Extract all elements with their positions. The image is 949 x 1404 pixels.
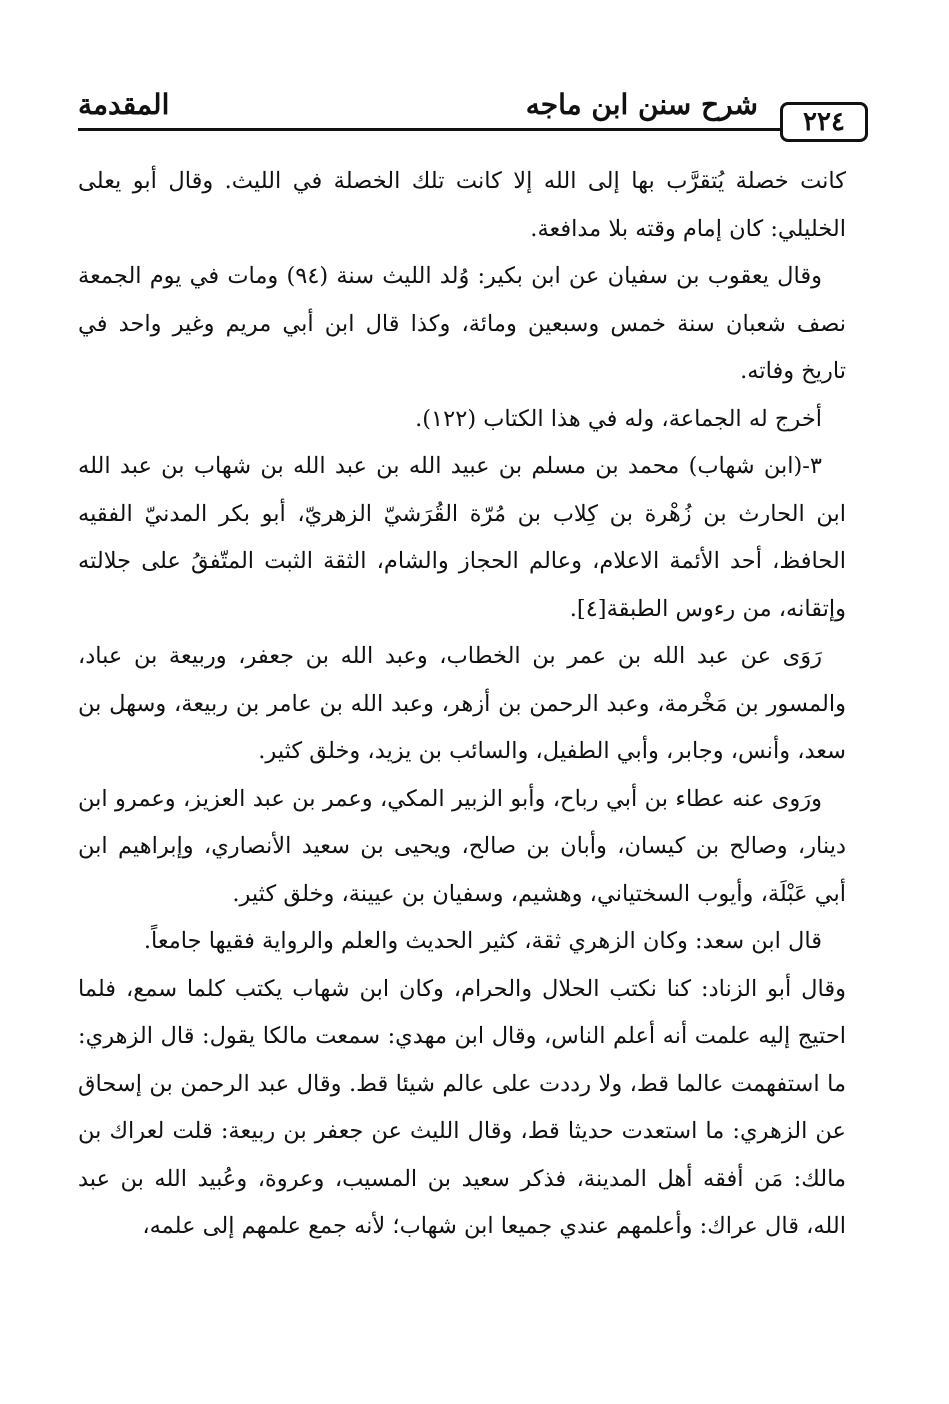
paragraph: قال ابن سعد: وكان الزهري ثقة، كثير الحديث والعلم والرواية فقيها جامعاً.: [143, 928, 822, 954]
paragraph: كانت خصلة يُتقرَّب بها إلى الله إلا كانت تلك الخصلة في الليث. وقال أبو يعلى الخليلي: كان إمام وقته بلا مدافعة.: [78, 168, 846, 242]
page-number: ٢٢٤: [780, 102, 868, 142]
page-header: [78, 88, 868, 148]
book-title: شرح سنن ابن ماجه: [525, 88, 758, 121]
body-text: [78, 158, 846, 1251]
paragraph: رَوَى عن عبد الله بن عمر بن الخطاب، وعبد الله بن جعفر، وربيعة بن عباد، والمسور بن مَخْرمة، وعبد الرحمن بن أزهر، وعبد الله بن عامر بن ربيعة، وسهل بن سعد، وأنس، وجابر، وأبي الطفيل، والسائب بن يزيد، وخلق كثير.: [78, 643, 846, 764]
section-title: المقدمة: [78, 88, 170, 121]
paragraph: وقال أبو الزناد: كنا نكتب الحلال والحرام، وكان ابن شهاب يكتب كلما سمع، فلما احتيج إليه علمت أنه أعلم الناس، وقال ابن مهدي: سمعت مالكا يقول: قال الزهري: ما استفهمت عالما قط، ولا رددت على عالم شيئا قط. وقال عبد الرحمن بن إسحاق عن الزهري: ما استعدت حديثا قط، وقال الليث عن جعفر بن ربيعة: قلت لعراك بن مالك: مَن أفقه أهل المدينة، فذكر سعيد بن المسيب، وعروة، وعُبيد الله بن عبد الله، قال عراك: وأعلمهم عندي جميعا ابن شهاب؛ لأنه جمع علمهم إلى علمه،: [78, 975, 846, 1239]
paragraph: ٣-(ابن شهاب) محمد بن مسلم بن عبيد الله بن عبد الله بن شهاب بن عبد الله ابن الحارث بن زُهْرة بن كِلاب بن مُرّة القُرَشيّ الزهريّ، أبو بكر المدنيّ الفقيه الحافظ، أحد الأئمة الاعلام، وعالم الحجاز والشام، الثقة الثبت المتّفقُ على جلالته وإتقانه، من رءوس الطبقة[٤].: [78, 453, 846, 622]
paragraph: أخرج له الجماعة، وله في هذا الكتاب (١٢٢).: [415, 405, 822, 432]
header-rule: [78, 128, 780, 131]
paragraph: وقال يعقوب بن سفيان عن ابن بكير: وُلد الليث سنة (٩٤) ومات في يوم الجمعة نصف شعبان سنة خمس وسبعين ومائة، وكذا قال ابن أبي مريم وغير واحد في تاريخ وفاته.: [78, 263, 846, 384]
paragraph: ورَوى عنه عطاء بن أبي رباح، وأبو الزبير المكي، وعمر بن عبد العزيز، وعمرو ابن دينار، وصالح بن كيسان، وأبان بن صالح، ويحيى بن سعيد الأنصاري، وإبراهيم ابن أبي عَبْلَة، وأيوب السختياني، وهشيم، وسفيان بن عيينة، وخلق كثير.: [78, 785, 846, 907]
